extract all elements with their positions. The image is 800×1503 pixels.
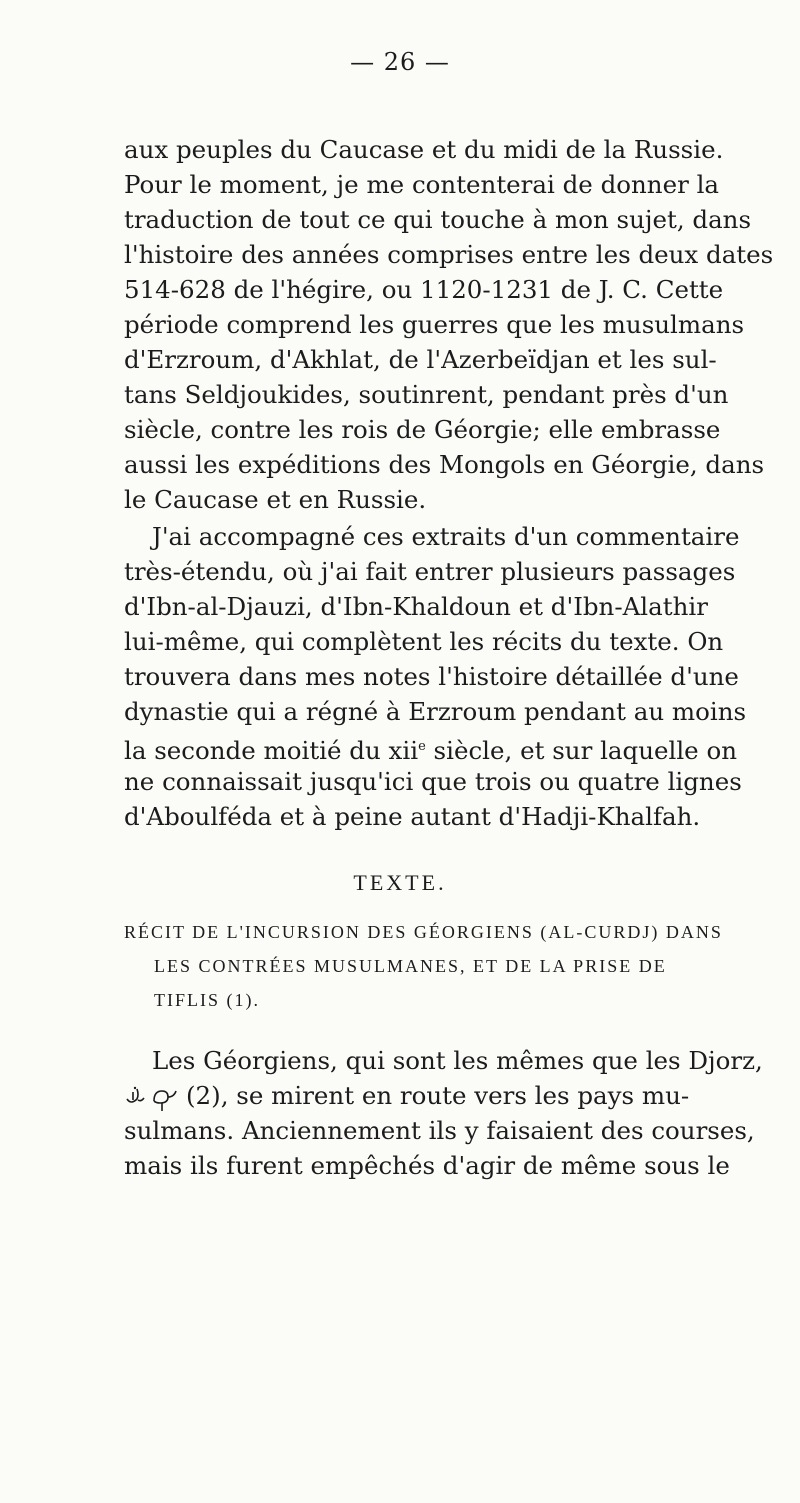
text-line: tans Seldjoukides, soutinrent, pendant près d'un bbox=[124, 380, 729, 409]
text-line: d'Erzroum, d'Akhlat, de l'Azerbeïdjan et les sul- bbox=[124, 345, 717, 374]
text-line: J'ai accompagné ces extraits d'un commentaire bbox=[152, 522, 740, 551]
subheading-line: RÉCIT DE L'INCURSION DES GÉORGIENS (AL-CURDJ) DANS bbox=[124, 922, 723, 942]
text-line: siècle, contre les rois de Géorgie; elle embrasse bbox=[124, 415, 721, 444]
text-line: mais ils furent empêchés d'agir de même sous le bbox=[124, 1151, 730, 1180]
text-line: le Caucase et en Russie. bbox=[124, 485, 427, 514]
text-fragment: (2), se mirent en route vers les pays mu- bbox=[186, 1081, 690, 1110]
text-line: l'histoire des années comprises entre les deux dates bbox=[124, 240, 774, 269]
text-line: d'Ibn-al-Djauzi, d'Ibn-Khaldoun et d'Ibn-Alathir bbox=[124, 592, 708, 621]
text-line: lui-même, qui complètent les récits du texte. On bbox=[124, 627, 724, 656]
superscript: e bbox=[418, 739, 426, 754]
text-line bbox=[124, 732, 737, 766]
text-line: Les Géorgiens, qui sont les mêmes que les Djorz, bbox=[152, 1046, 763, 1075]
text-line: très-étendu, où j'ai fait entrer plusieurs passages bbox=[124, 557, 736, 586]
text-fragment: siècle, et sur laquelle on bbox=[425, 736, 737, 766]
section-heading: TEXTE. bbox=[353, 870, 447, 895]
text-fragment: la seconde moitié du xii bbox=[124, 736, 419, 766]
subheading-line: LES CONTRÉES MUSULMANES, ET DE LA PRISE DE bbox=[154, 956, 667, 976]
text-line: sulmans. Anciennement ils y faisaient des courses, bbox=[124, 1116, 755, 1145]
text-line: période comprend les guerres que les musulmans bbox=[124, 310, 745, 339]
text-line bbox=[124, 1081, 689, 1113]
text-line: 514-628 de l'hégire, ou 1120-1231 de J. C. Cette bbox=[124, 275, 724, 304]
text-line: ne connaissait jusqu'ici que trois ou quatre lignes bbox=[124, 767, 742, 796]
text-line: dynastie qui a régné à Erzroum pendant au moins bbox=[124, 697, 747, 726]
text-line: aussi les expéditions des Mongols en Géorgie, dans bbox=[124, 450, 765, 479]
text-line: trouvera dans mes notes l'histoire détaillée d'une bbox=[124, 662, 739, 691]
subheading-line: TIFLIS (1). bbox=[154, 990, 260, 1010]
text-line: aux peuples du Caucase et du midi de la Russie. bbox=[124, 135, 724, 164]
text-line: Pour le moment, je me contenterai de donner la bbox=[124, 170, 720, 199]
arabic-script-icon bbox=[124, 1083, 180, 1113]
text-line: traduction de tout ce qui touche à mon sujet, dans bbox=[124, 205, 752, 234]
page-number: — 26 — bbox=[350, 48, 450, 76]
text-line: d'Aboulféda et à peine autant d'Hadji-Khalfah. bbox=[124, 802, 701, 831]
